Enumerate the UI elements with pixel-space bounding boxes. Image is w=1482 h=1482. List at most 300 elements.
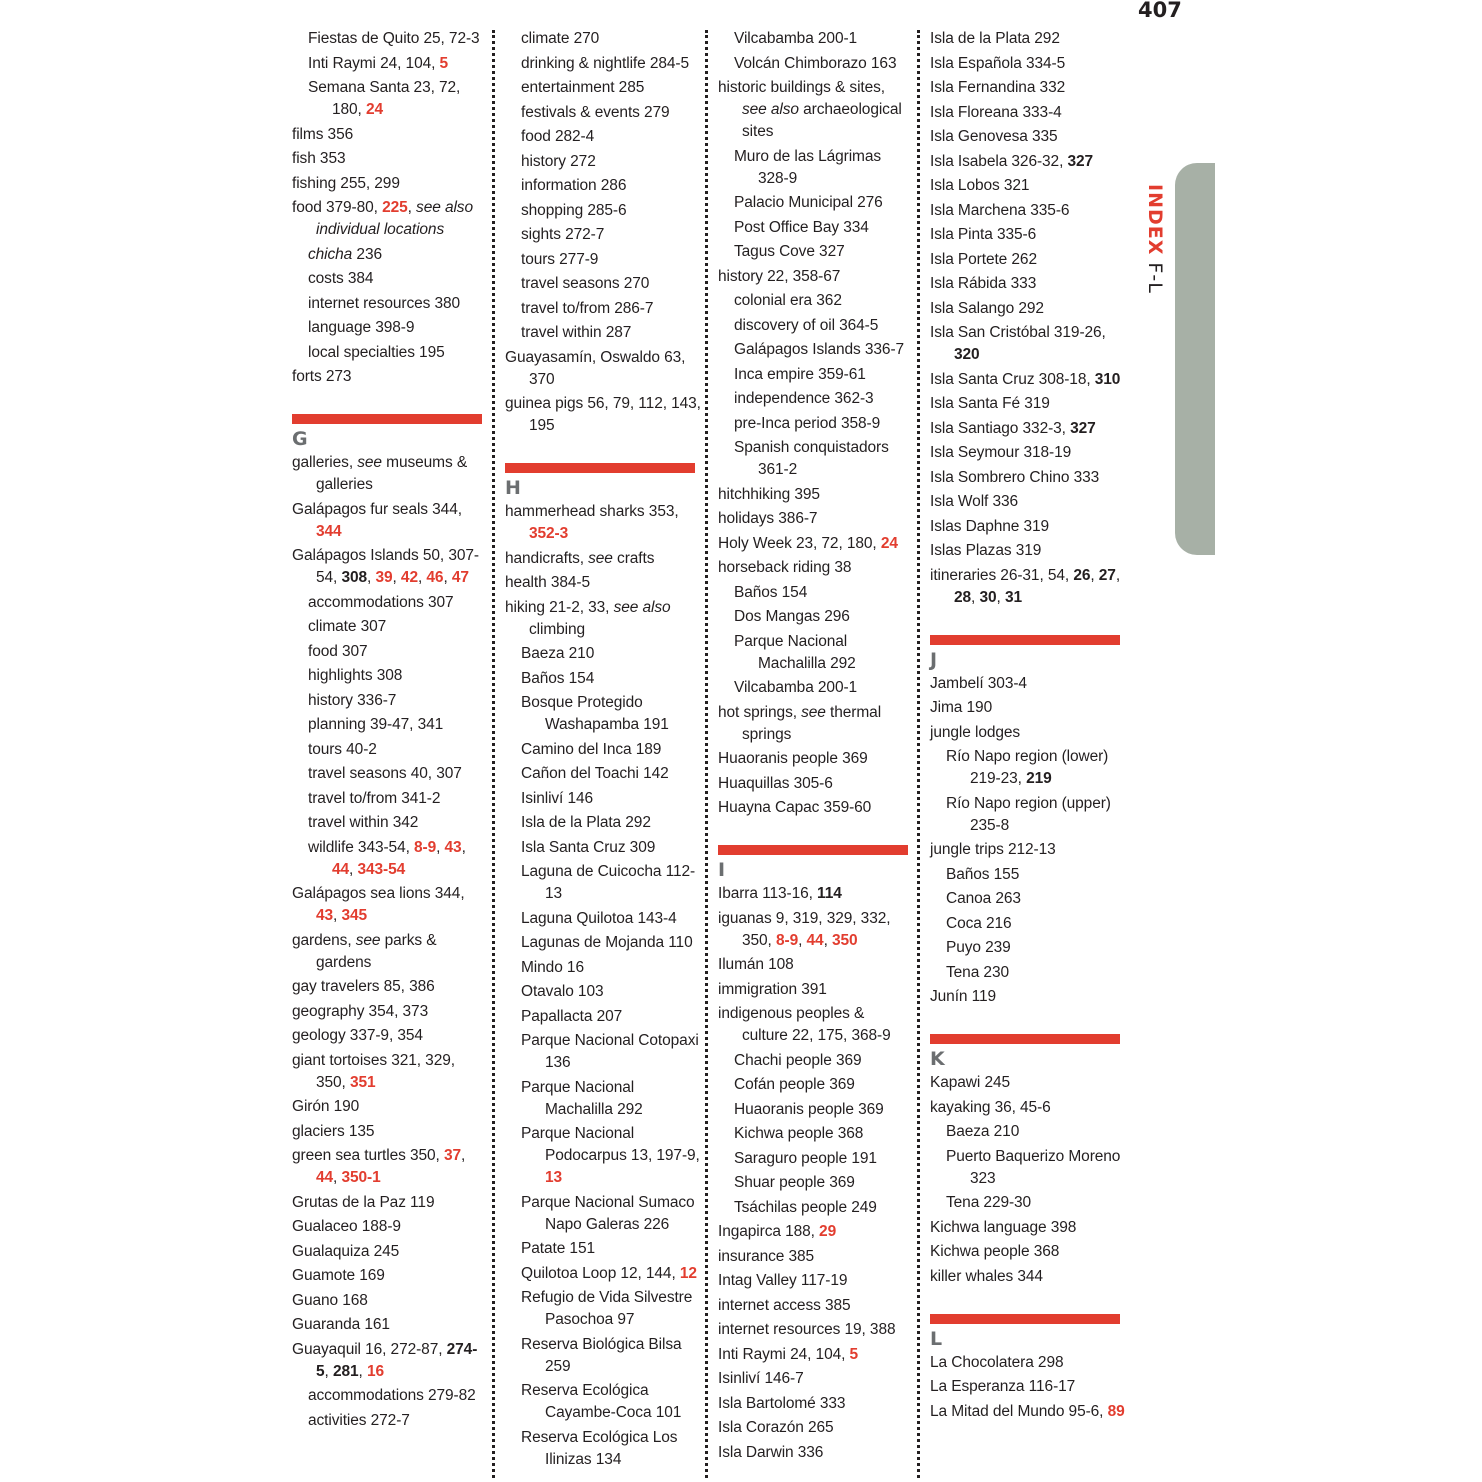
index-subentry (292, 616, 488, 638)
entry-text: travel to/from 341-2 (308, 789, 441, 807)
index-entry (930, 467, 1126, 489)
entry-text: festivals & events 279 (521, 103, 670, 121)
entry-text: Volcán Chimborazo 163 (734, 54, 897, 72)
section-divider-bar (292, 414, 482, 424)
entry-text: Guayasamín, Oswaldo 63, 370 (505, 348, 686, 388)
index-entry (718, 1368, 910, 1390)
index-subentry (930, 864, 1126, 886)
index-entry (930, 273, 1126, 295)
entry-text: Spanish conquistadors 361-2 (734, 439, 889, 478)
entry-text: Tsáchilas people 249 (734, 1198, 877, 1216)
entry-text: Isla San Cristóbal 319-26, (930, 324, 1106, 341)
index-subentry (292, 53, 488, 75)
entry-text: kayaking 36, 45-6 (930, 1098, 1051, 1116)
index-subentry (505, 837, 701, 859)
map-page-ref: 327 (1067, 152, 1094, 170)
entry-text: insurance 385 (718, 1247, 815, 1265)
map-page-ref: 308 (341, 569, 368, 586)
entry-text: jungle trips 212-13 (930, 841, 1056, 858)
index-subentry (718, 339, 910, 361)
index-subentry (505, 1123, 701, 1189)
index-subentry (505, 1334, 701, 1378)
entry-text: internet resources 380 (308, 294, 461, 312)
index-entry (930, 53, 1126, 75)
entry-text: hot springs, (718, 703, 802, 721)
entry-text: Kapawi 245 (930, 1074, 1011, 1091)
index-subentry (505, 1238, 701, 1260)
entry-text: parks & gardens (316, 931, 437, 971)
entry-text: , (367, 569, 376, 586)
entry-text: thermal springs (742, 703, 882, 743)
entry-text: Isla de la Plata 292 (930, 30, 1060, 47)
index-subentry (292, 690, 488, 712)
index-entry (292, 124, 488, 146)
entry-text: Puerto Baquerizo Moreno 323 (946, 1147, 1121, 1187)
entry-text: travel to/from 286-7 (521, 299, 654, 317)
index-subentry (930, 1192, 1126, 1214)
index-entry (718, 773, 910, 795)
index-subentry (292, 293, 488, 315)
entry-text: Isinliví 146-7 (718, 1370, 804, 1387)
entry-text: Kichwa people 368 (930, 1243, 1060, 1260)
index-entry (292, 173, 488, 195)
index-entry (930, 1376, 1126, 1398)
entry-text: Inca empire 359-61 (734, 365, 866, 383)
index-entry (718, 883, 910, 905)
map-page-ref: 47 (451, 569, 469, 586)
entry-text: Ingapirca 188, (718, 1223, 820, 1240)
map-page-ref: 310 (1094, 370, 1121, 388)
index-entry (930, 102, 1126, 124)
index-entry (718, 1442, 910, 1464)
entry-text: Kichwa language 398 (930, 1218, 1077, 1236)
index-subentry (292, 28, 488, 50)
index-subentry (292, 1410, 488, 1432)
entry-text: entertainment 285 (521, 79, 645, 96)
index-entry (292, 366, 488, 388)
column-divider (705, 30, 708, 1478)
index-entry (505, 597, 701, 641)
entry-text: Galápagos Islands 336-7 (734, 341, 905, 358)
cross-reference-text: see also (613, 598, 671, 616)
entry-text: Quilotoa Loop 12, 144, (521, 1264, 680, 1282)
entry-text: , (1115, 566, 1121, 584)
entry-text: Kichwa people 368 (734, 1125, 864, 1142)
index-subentry (292, 1385, 488, 1407)
index-subentry (505, 102, 701, 124)
entry-text: Isla Marchena 335-6 (930, 201, 1070, 219)
index-entry (930, 369, 1126, 391)
entry-text: Isla de la Plata 292 (521, 814, 651, 831)
map-page-ref: 5 (849, 1345, 859, 1363)
entry-text: Guaranda 161 (292, 1316, 390, 1333)
index-subentry (505, 28, 701, 50)
column-divider (492, 30, 495, 1478)
index-entry (292, 976, 488, 998)
entry-text: Bosque Protegido Washapamba 191 (521, 694, 669, 733)
map-page-ref: 24 (365, 101, 384, 118)
map-page-ref: 37 (443, 1147, 461, 1164)
entry-text: highlights 308 (308, 667, 403, 684)
map-page-ref: 42 (400, 569, 418, 586)
index-subentry (292, 244, 488, 266)
index-subentry (505, 200, 701, 222)
index-entry (930, 839, 1126, 861)
entry-text: sights 272-7 (521, 226, 605, 243)
entry-text: indigenous peoples & culture 22, 175, 368-9 (718, 1005, 891, 1044)
index-subentry (718, 1074, 910, 1096)
entry-text: Fiestas de Quito 25, 72-3 (308, 30, 480, 47)
entry-text: Río Napo region (lower) 219-23, (946, 748, 1109, 787)
map-page-ref: 24 (880, 534, 898, 552)
index-entry (292, 452, 488, 496)
index-entry (930, 1097, 1126, 1119)
entry-text: Post Office Bay 334 (734, 218, 869, 236)
entry-text: Isla Lobos 321 (930, 177, 1030, 194)
index-subentry (505, 1006, 701, 1028)
entry-text: archaeological sites (742, 101, 902, 140)
map-page-ref: 29 (819, 1223, 837, 1240)
index-entry (930, 175, 1126, 197)
entry-text: La Esperanza 116-17 (930, 1378, 1076, 1395)
index-subentry (930, 746, 1126, 790)
entry-text: Laguna Quilotoa 143-4 (521, 909, 677, 927)
index-column-1 (292, 28, 488, 1434)
entry-text: Patate 151 (521, 1240, 595, 1257)
entry-text: handicrafts, (505, 549, 589, 567)
index-subentry (505, 126, 701, 148)
index-entry (505, 548, 701, 570)
entry-text: accommodations 307 (308, 593, 454, 611)
index-entry (292, 1121, 488, 1143)
entry-text: 236 (352, 245, 382, 263)
entry-text: iguanas 9, 319, 329, 332, 350, (718, 909, 891, 949)
index-entry (930, 393, 1126, 415)
entry-text: Gualaquiza 245 (292, 1242, 400, 1260)
entry-text: Isla Bartolomé 333 (718, 1394, 846, 1412)
entry-text: , (417, 569, 427, 586)
side-label-range: F-L (1144, 262, 1166, 294)
index-entry (930, 1241, 1126, 1263)
entry-text: La Mitad del Mundo 95-6, (930, 1402, 1108, 1420)
index-subentry (930, 937, 1126, 959)
index-entry (930, 298, 1126, 320)
map-page-ref: 89 (1107, 1402, 1125, 1420)
entry-text: Tena 230 (946, 963, 1009, 981)
index-subentry (718, 677, 910, 699)
map-page-ref: 8-9 (414, 838, 437, 856)
index-subentry (718, 1148, 910, 1170)
entry-text: tours 40-2 (308, 740, 377, 758)
entry-text: Islas Plazas 319 (930, 542, 1042, 559)
entry-text: Gualaceo 188-9 (292, 1218, 401, 1235)
entry-text: Jambelí 303-4 (930, 674, 1027, 692)
index-entry (718, 1393, 910, 1415)
map-page-ref: 8-9 (775, 931, 799, 949)
entry-text: , (443, 569, 452, 586)
index-entry (292, 1096, 488, 1118)
entry-text: travel within 342 (308, 814, 419, 831)
index-subentry (505, 668, 701, 690)
index-entry (930, 126, 1126, 148)
index-entry (930, 1352, 1126, 1374)
entry-text: giant tortoises 321, 329, 350, (292, 1051, 455, 1091)
entry-text: , (460, 1147, 466, 1164)
index-subentry (718, 388, 910, 410)
index-entry (292, 1339, 488, 1383)
index-entry (718, 979, 910, 1001)
index-entry (930, 491, 1126, 513)
entry-text: Jima 190 (930, 699, 993, 716)
entry-text: Guamote 169 (292, 1267, 385, 1284)
entry-text: Saraguro people 191 (734, 1149, 877, 1167)
index-subentry (718, 364, 910, 386)
entry-text: climbing (529, 620, 586, 638)
map-page-ref: 352-3 (529, 525, 569, 542)
entry-text: Baeza 210 (946, 1123, 1020, 1140)
entry-text: Camino del Inca 189 (521, 740, 662, 758)
index-entry (930, 697, 1126, 719)
index-entry (718, 1319, 910, 1341)
entry-text: guinea pigs 56, 79, 112, 143, 195 (505, 395, 701, 434)
index-entry (292, 1241, 488, 1263)
map-page-ref: 350-1 (341, 1169, 381, 1186)
entry-text: information 286 (521, 177, 627, 194)
map-page-ref: 16 (366, 1362, 384, 1380)
index-subentry (505, 812, 701, 834)
index-entry (292, 499, 488, 543)
entry-text: planning 39-47, 341 (308, 716, 444, 733)
index-subentry (505, 1263, 701, 1285)
entry-text: jungle lodges (930, 723, 1021, 741)
index-subentry (718, 582, 910, 604)
entry-text: Reserva Biológica Bilsa 259 (521, 1335, 682, 1375)
entry-text: food 307 (308, 642, 368, 660)
index-entry (292, 1290, 488, 1312)
index-subentry (292, 714, 488, 736)
index-subentry (505, 957, 701, 979)
side-label-index: INDEX (1144, 184, 1166, 256)
index-entry (718, 1344, 910, 1366)
entry-text: , (324, 1362, 333, 1380)
index-subentry (505, 788, 701, 810)
entry-text: Junín 119 (930, 988, 997, 1005)
entry-text: Reserva Ecológica Cayambe-Coca 101 (521, 1382, 682, 1421)
entry-text: holidays 386-7 (718, 510, 818, 527)
index-entry (718, 1417, 910, 1439)
entry-text: , (349, 860, 358, 878)
map-page-ref: 281 (332, 1362, 359, 1380)
map-page-ref: 12 (679, 1264, 697, 1282)
entry-text: Laguna de Cuicocha 112-13 (521, 863, 696, 902)
entry-text: Muro de las Lágrimas 328-9 (734, 147, 882, 187)
entry-text: geography 354, 373 (292, 1002, 429, 1020)
index-subentry (718, 53, 910, 75)
index-subentry (718, 1123, 910, 1145)
map-page-ref: 225 (382, 199, 408, 216)
entry-text: Dos Mangas 296 (734, 608, 850, 625)
entry-text: drinking & nightlife 284-5 (521, 54, 690, 72)
cross-reference-text: chicha (308, 245, 353, 263)
entry-text: Isla Floreana 333-4 (930, 103, 1062, 121)
section-letter: L (930, 1327, 943, 1350)
map-page-ref: 44 (806, 931, 824, 949)
index-entry (930, 722, 1126, 744)
entry-text: Isla Wolf 336 (930, 493, 1019, 510)
index-entry (930, 322, 1126, 366)
index-entry (292, 1025, 488, 1047)
entry-text: Palacio Municipal 276 (734, 194, 883, 211)
map-page-ref: 114 (817, 885, 842, 902)
index-entry (718, 797, 910, 819)
entry-text: Tagus Cove 327 (734, 243, 845, 260)
index-entry (930, 151, 1126, 173)
entry-text: Puyo 239 (946, 939, 1011, 956)
entry-text: Isla Portete 262 (930, 250, 1037, 268)
index-entry (930, 442, 1126, 464)
entry-text: independence 362-3 (734, 390, 874, 407)
index-column-4 (930, 28, 1126, 1425)
index-subentry (292, 739, 488, 761)
entry-text: Isla Santa Cruz 308-18, (930, 370, 1095, 388)
index-entry (292, 1216, 488, 1238)
entry-text: Isla Sombrero Chino 333 (930, 468, 1100, 486)
index-entry (292, 1314, 488, 1336)
entry-text: local specialties 195 (308, 343, 445, 361)
entry-text: Huaoranis people 369 (734, 1100, 884, 1118)
entry-text: Isla Santa Fé 319 (930, 395, 1050, 412)
entry-text: shopping 285-6 (521, 201, 627, 219)
entry-text: , (971, 588, 980, 606)
index-subentry (718, 606, 910, 628)
entry-text: Vilcabamba 200-1 (734, 679, 858, 696)
entry-text: , (358, 1362, 367, 1380)
entry-text: immigration 391 (718, 980, 827, 998)
index-subentry (505, 1427, 701, 1471)
index-subentry (718, 315, 910, 337)
entry-text: discovery of oil 364-5 (734, 316, 879, 334)
index-entry (292, 1145, 488, 1189)
entry-text: Isla Fernandina 332 (930, 79, 1066, 96)
entry-text: Isla Pinta 335-6 (930, 226, 1037, 243)
entry-text: Galápagos Islands 50, 307-54, (292, 547, 479, 586)
entry-text: Huayna Capac 359-60 (718, 799, 872, 816)
index-entry (930, 200, 1126, 222)
index-entry (292, 1265, 488, 1287)
index-entry (718, 266, 910, 288)
map-page-ref: 320 (954, 346, 980, 363)
index-subentry (930, 1146, 1126, 1190)
section-letter: I (718, 859, 725, 881)
index-subentry (718, 192, 910, 214)
map-page-ref: 26 (1073, 566, 1091, 584)
section-divider-bar (930, 1034, 1120, 1044)
entry-text: language 398-9 (308, 319, 415, 336)
index-entry (718, 508, 910, 530)
index-subentry (292, 77, 488, 121)
entry-text: Baños 154 (521, 669, 595, 687)
entry-text: Girón 190 (292, 1098, 360, 1115)
entry-text: galleries, (292, 454, 358, 471)
entry-text: gardens, (292, 931, 356, 949)
entry-text: , (798, 931, 807, 949)
entry-text: tours 277-9 (521, 250, 599, 268)
map-page-ref: 351 (349, 1073, 376, 1091)
index-subentry (505, 77, 701, 99)
entry-text: health 384-5 (505, 574, 590, 591)
entry-text: Baeza 210 (521, 645, 595, 662)
entry-text: Guayaquil 16, 272-87, (292, 1340, 447, 1358)
map-page-ref: 5 (439, 54, 449, 72)
entry-text: food 379-80, (292, 199, 383, 216)
index-subentry (505, 981, 701, 1003)
index-subentry (718, 28, 910, 50)
index-subentry (292, 268, 488, 290)
entry-text: historic buildings & sites, (718, 79, 886, 96)
entry-text: climate 270 (521, 30, 600, 47)
index-entry (930, 673, 1126, 695)
index-subentry (930, 962, 1126, 984)
entry-text: Coca 216 (946, 914, 1012, 932)
entry-text: Galápagos sea lions 344, (292, 885, 465, 902)
index-entry (292, 930, 488, 974)
entry-text: museums & galleries (316, 454, 468, 493)
index-subentry (292, 342, 488, 364)
entry-text: internet access 385 (718, 1296, 851, 1314)
entry-text: films 356 (292, 125, 354, 143)
index-subentry (505, 1077, 701, 1121)
index-subentry (292, 812, 488, 834)
map-page-ref: 345 (341, 907, 368, 924)
entry-text: colonial era 362 (734, 292, 842, 309)
entry-text: Parque Nacional Machalilla 292 (521, 1078, 643, 1118)
index-entry (718, 702, 910, 746)
entry-text: costs 384 (308, 270, 374, 287)
index-entry (718, 77, 910, 143)
section-divider-bar (505, 463, 695, 473)
index-entry (718, 1003, 910, 1047)
entry-text: Isla Española 334-5 (930, 54, 1066, 72)
index-subentry (505, 249, 701, 271)
index-entry (505, 393, 701, 437)
index-subentry (292, 317, 488, 339)
index-subentry (292, 837, 488, 881)
entry-text: Isla Seymour 318-19 (930, 444, 1072, 461)
entry-text: Isinliví 146 (521, 789, 594, 807)
entry-text: itineraries 26-31, 54, (930, 566, 1074, 584)
entry-text: , (407, 199, 417, 216)
index-subentry (505, 224, 701, 246)
section-divider-bar (930, 1314, 1120, 1324)
entry-text: crafts (612, 549, 655, 567)
entry-text: Cañon del Toachi 142 (521, 765, 669, 782)
entry-text: Parque Nacional Sumaco Napo Galeras 226 (521, 1193, 695, 1233)
index-subentry (505, 739, 701, 761)
entry-text: hammerhead sharks 353, (505, 503, 679, 520)
entry-text: La Chocolatera 298 (930, 1353, 1064, 1371)
index-subentry (718, 413, 910, 435)
index-entry (718, 1221, 910, 1243)
index-entry (292, 545, 488, 589)
index-subentry (505, 643, 701, 665)
index-subentry (505, 932, 701, 954)
entry-text: food 282-4 (521, 128, 595, 145)
entry-text: Semana Santa 23, 72, 180, (308, 79, 461, 118)
index-entry (292, 883, 488, 927)
index-column-3 (718, 28, 910, 1466)
index-entry (718, 484, 910, 506)
index-entry (930, 565, 1126, 609)
